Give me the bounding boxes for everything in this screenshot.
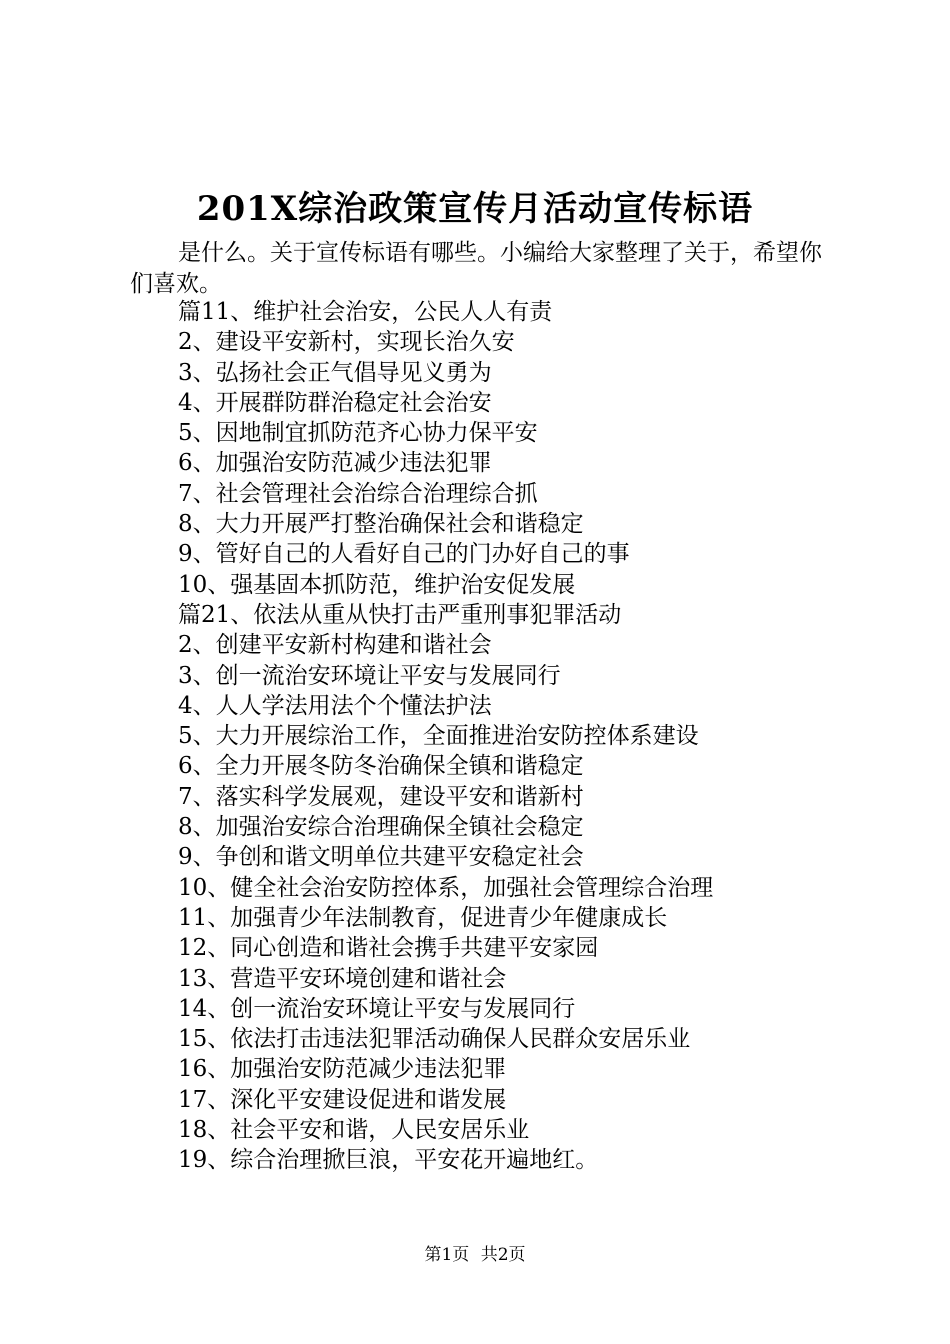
slogan-line: 7、落实科学发展观，建设平安和谐新村	[178, 783, 584, 810]
slogan-line: 5、因地制宜抓防范齐心协力保平安	[178, 420, 538, 447]
slogan-line: 6、全力开展冬防冬治确保全镇和谐稳定	[178, 753, 584, 780]
slogan-line: 16、加强治安防范减少违法犯罪	[178, 1056, 507, 1083]
slogan-line: 4、开展群防群治稳定社会治安	[178, 389, 492, 416]
slogan-line: 2、建设平安新村，实现长治久安	[178, 329, 515, 356]
slogan-line: 14、创一流治安环境让平安与发展同行	[178, 995, 576, 1022]
slogan-line: 3、弘扬社会正气倡导见义勇为	[178, 359, 492, 386]
slogan-line: 8、大力开展严打整治确保社会和谐稳定	[178, 511, 584, 538]
slogan-line: 13、营造平安环境创建和谐社会	[178, 965, 507, 992]
slogan-list	[178, 297, 858, 1176]
slogan-line: 18、社会平安和谐，人民安居乐业	[178, 1117, 530, 1144]
document-title: 201X综治政策宣传月活动宣传标语	[196, 189, 754, 229]
slogan-line: 10、强基固本抓防范，维护治安促发展	[178, 571, 576, 598]
page-footer	[0, 1243, 950, 1267]
slogan-line: 11、加强青少年法制教育，促进青少年健康成长	[178, 904, 668, 931]
slogan-line: 7、社会管理社会治综合治理综合抓	[178, 480, 538, 507]
slogan-line: 8、加强治安综合治理确保全镇社会稳定	[178, 814, 584, 841]
slogan-line: 4、人人学法用法个个懂法护法	[178, 692, 492, 719]
intro-paragraph: 是什么。关于宣传标语有哪些。小编给大家整理了关于，希望你们喜欢。	[130, 240, 822, 297]
slogan-line: 2、创建平安新村构建和谐社会	[178, 632, 492, 659]
slogan-line: 17、深化平安建设促进和谐发展	[178, 1086, 507, 1113]
slogan-line: 5、大力开展综治工作，全面推进治安防控体系建设	[178, 723, 699, 750]
slogan-line: 9、管好自己的人看好自己的门办好自己的事	[178, 541, 630, 568]
page-number: 第1页	[424, 1245, 470, 1265]
page-total: 共2页	[480, 1245, 526, 1265]
slogan-line: 15、依法打击违法犯罪活动确保人民群众安居乐业	[178, 1026, 691, 1053]
slogan-line: 12、同心创造和谐社会携手共建平安家园	[178, 935, 599, 962]
slogan-line: 篇11、维护社会治安，公民人人有责	[178, 299, 553, 325]
slogan-line: 9、争创和谐文明单位共建平安稳定社会	[178, 844, 584, 871]
slogan-line: 3、创一流治安环境让平安与发展同行	[178, 662, 561, 689]
slogan-line: 篇21、依法从重从快打击严重刑事犯罪活动	[178, 601, 622, 628]
slogan-line: 6、加强治安防范减少违法犯罪	[178, 450, 492, 477]
slogan-line: 10、健全社会治安防控体系，加强社会管理综合治理	[178, 874, 714, 901]
slogan-line: 19、综合治理掀巨浪，平安花开遍地红。	[178, 1147, 599, 1174]
